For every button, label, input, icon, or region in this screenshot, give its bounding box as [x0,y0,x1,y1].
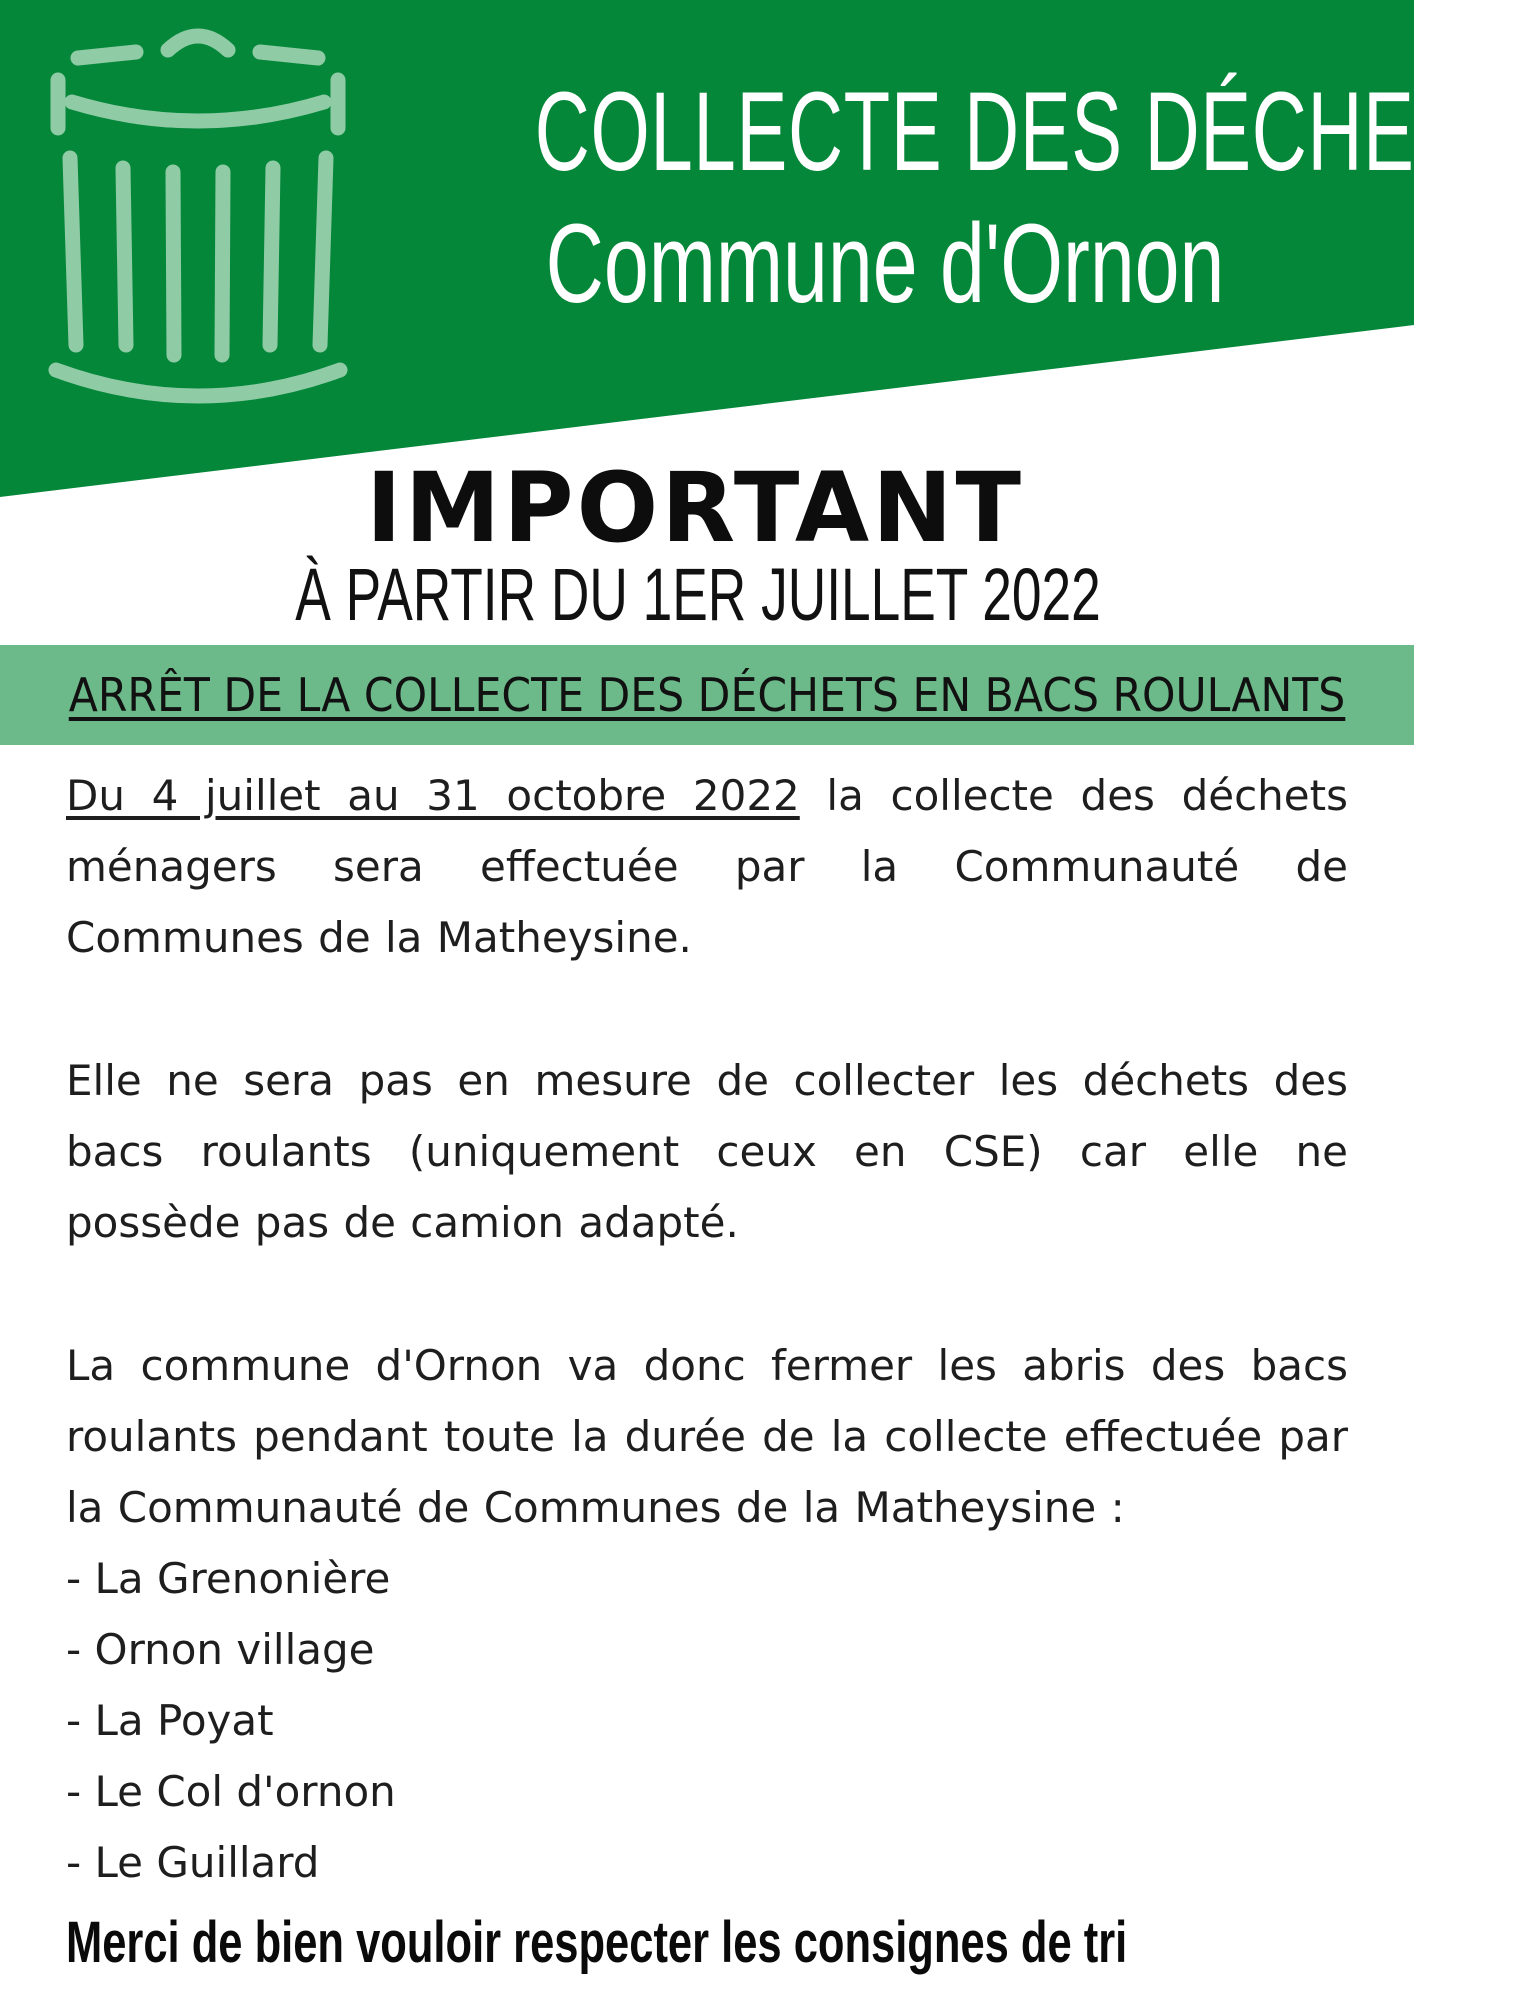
collection-period-date: Du 4 juillet au 31 octobre 2022 [66,771,800,820]
notice-text: ARRÊT DE LA COLLECTE DES DÉCHETS EN BACS ROULANTS [68,668,1346,722]
trash-bin-icon [48,10,348,420]
list-item: - Le Col d'ornon [66,1767,396,1816]
list-item: - La Poyat [66,1696,274,1745]
locations-list [66,1543,396,1898]
page-title: COLLECTE DES DÉCHETS [534,69,1513,194]
collection-period-text: la collecte des déchets ménagers sera effectuée par la Communauté de Communes de la Matheysine. [66,771,1348,962]
list-item: - Ornon village [66,1625,375,1674]
effective-date: À PARTIR DU 1ER JUILLET 2022 [295,553,1101,636]
paragraph-rolling-bins: Elle ne sera pas en mesure de collecter les déchets des bacs roulants (uniquement ceux en CSE) car elle ne possède pas de camion adapté. [66,1056,1348,1247]
list-item: - La Grenonière [66,1554,391,1603]
list-item: - Le Guillard [66,1838,320,1887]
notice-bar [0,645,1414,745]
title-block [370,69,1513,326]
important-heading: IMPORTANT [366,452,1024,564]
paragraph-shelters-closing: La commune d'Ornon va donc fermer les abris des bacs roulants pendant toute la durée de la collecte effectuée par la Communauté de Communes de la Matheysine : [66,1341,1348,1532]
page-subtitle: Commune d'Ornon [545,201,1225,326]
sorting-reminder: Merci de bien vouloir respecter les consignes de tri [66,1910,1128,1975]
paragraph-collection-period [66,760,1348,973]
